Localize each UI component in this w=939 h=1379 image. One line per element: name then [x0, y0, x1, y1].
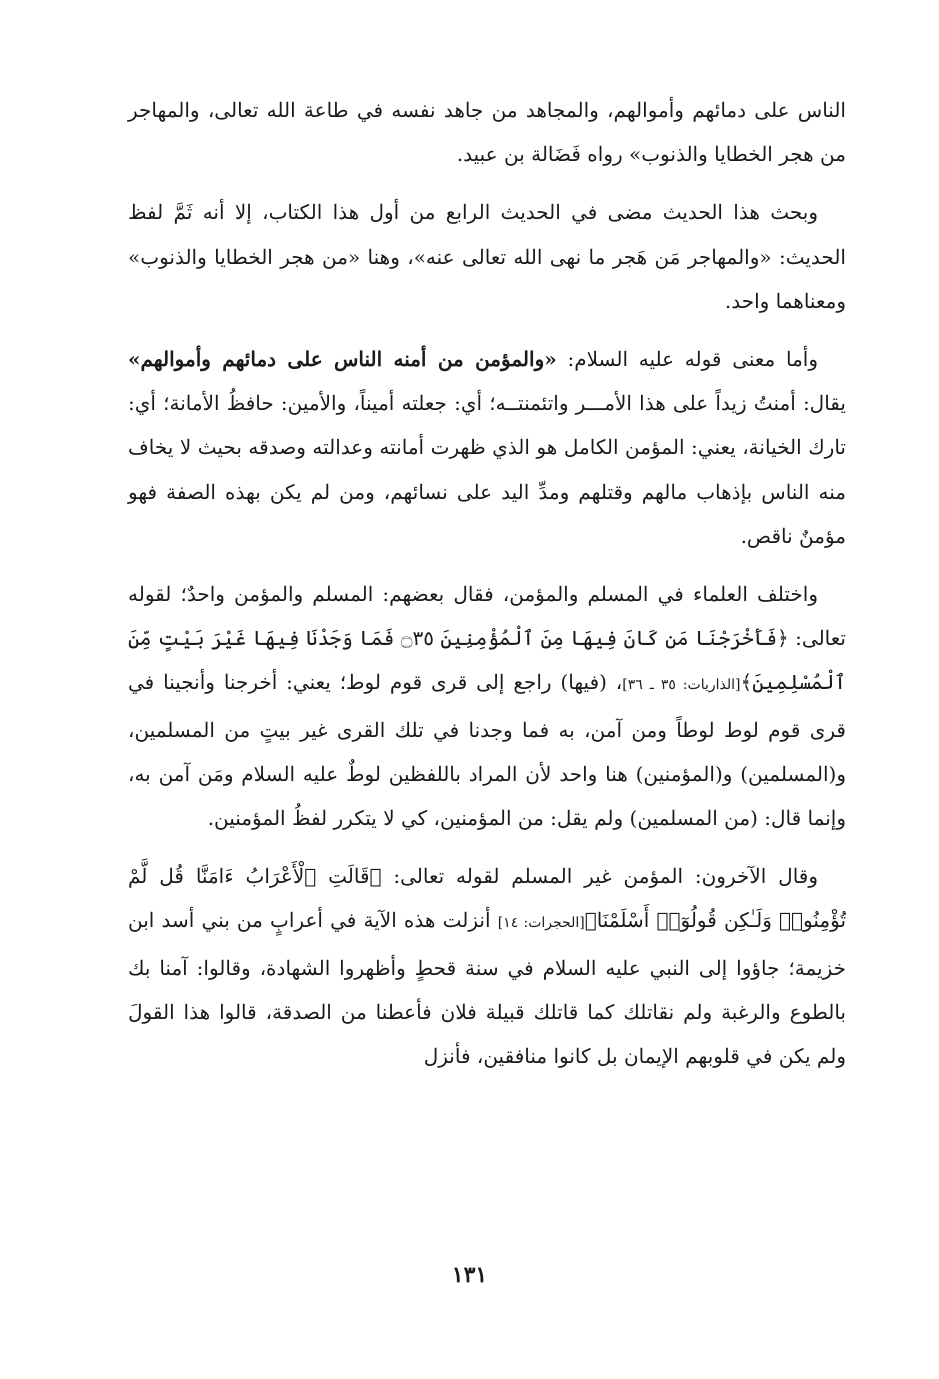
paragraph-text: أنزلت هذه الآية في أعرابٍ من بني أسد ابن خزيمة؛ جاؤوا إلى النبي عليه السلام في سنة قحطٍ وأظهروا الشهادة، وقالوا: آمنا بك بالطوع والرغبة ولم نقاتلك كما قاتلك قبيلة فلان فأعطنا من الصدقة، قالوا هذا القولَ ولم يكن في قلوبهم الإيمان بل كانوا منافقين، فأنزل	[128, 908, 846, 1069]
paragraph-text: الناس على دمائهم وأموالهم، والمجاهد من جاهد نفسه في طاعة الله تعالى، والمهاجر من هجر الخطايا والذنوب» رواه فَضَالة بن عبيد.	[128, 98, 846, 167]
quran-verse: ﴿فَأَخْرَجْنَا مَن كَانَ فِيهَا مِنَ ٱلْمُؤْمِنِينَ ۝٣٥ فَمَا وَجَدْنَا فِيهَا غَيْرَ بَيْتٍ مِّنَ ٱلْمُسْلِمِينَ﴾	[128, 626, 846, 695]
paragraph-text: وبحث هذا الحديث مضى في الحديث الرابع من أول هذا الكتاب، إلا أنه ثَمَّ لفظ الحديث: «والمهاجر مَن هَجر ما نهى الله تعالى عنه»، وهنا «من هجر الخطايا والذنوب» ومعناهما واحد.	[128, 200, 846, 313]
verse-reference: [الحجرات: ١٤]	[497, 915, 585, 932]
paragraph-text: ، (فيها) راجع إلى قرى قوم لوط؛ يعني: أخرجنا وأنجينا في قرى قوم لوط لوطاً ومن آمن، به فما وجدنا في تلك القرى غير بيتٍ من المسلمين، و(المسلمين) و(المؤمنين) هنا واحد لأن المراد باللفظين لوطٌ عليه السلام ومَن آمن به، وإنما قال: (من المسلمين) ولم يقل: من المؤمنين، كي لا يتكرر لفظُ المؤمنين.	[128, 670, 846, 831]
paragraph-intro: واختلف العلماء في المسلم والمؤمن، فقال بعضهم: المسلم والمؤمن واحدٌ؛ لقوله تعالى:	[128, 582, 846, 651]
paragraph-3	[128, 337, 846, 558]
paragraph-2	[128, 190, 846, 323]
page-number: ١٣١	[451, 1262, 488, 1288]
paragraph-5	[128, 854, 846, 1078]
quran-verse: ﴿قَالَتِ ٱلْأَعْرَابُ ءَامَنَّا قُل لَّمْ تُؤْمِنُوا۟ وَلَـٰكِن قُولُوٓا۟ أَسْلَمْنَا﴾	[128, 864, 847, 933]
hadith-quote: «والمؤمن من أمنه الناس على دمائهم وأموالهم»	[128, 347, 557, 372]
paragraph-1	[128, 88, 846, 176]
paragraph-intro: وأما معنى قوله عليه السلام:	[567, 347, 819, 372]
verse-reference: [الذاريات: ٣٥ ـ ٣٦]	[622, 677, 741, 694]
paragraph-intro: وقال الآخرون: المؤمن غير المسلم لقوله تعالى:	[393, 864, 819, 889]
paragraph-4	[128, 572, 846, 840]
page-body	[128, 88, 846, 1092]
paragraph-text: يقال: أمنتُ زيداً على هذا الأمـــر واتئمنتــه؛ أي: جعلته أميناً، والأمين: حافظُ الأمانة؛ أي: تارك الخيانة، يعني: المؤمن الكامل هو الذي ظهرت أمانته وعدالته وصدقه بحيث لا يخاف منه الناس بإذهاب مالهم وقتلهم ومدِّ اليد على نسائهم، ومن لم يكن بهذه الصفة فهو مؤمنٌ ناقص.	[128, 391, 846, 548]
